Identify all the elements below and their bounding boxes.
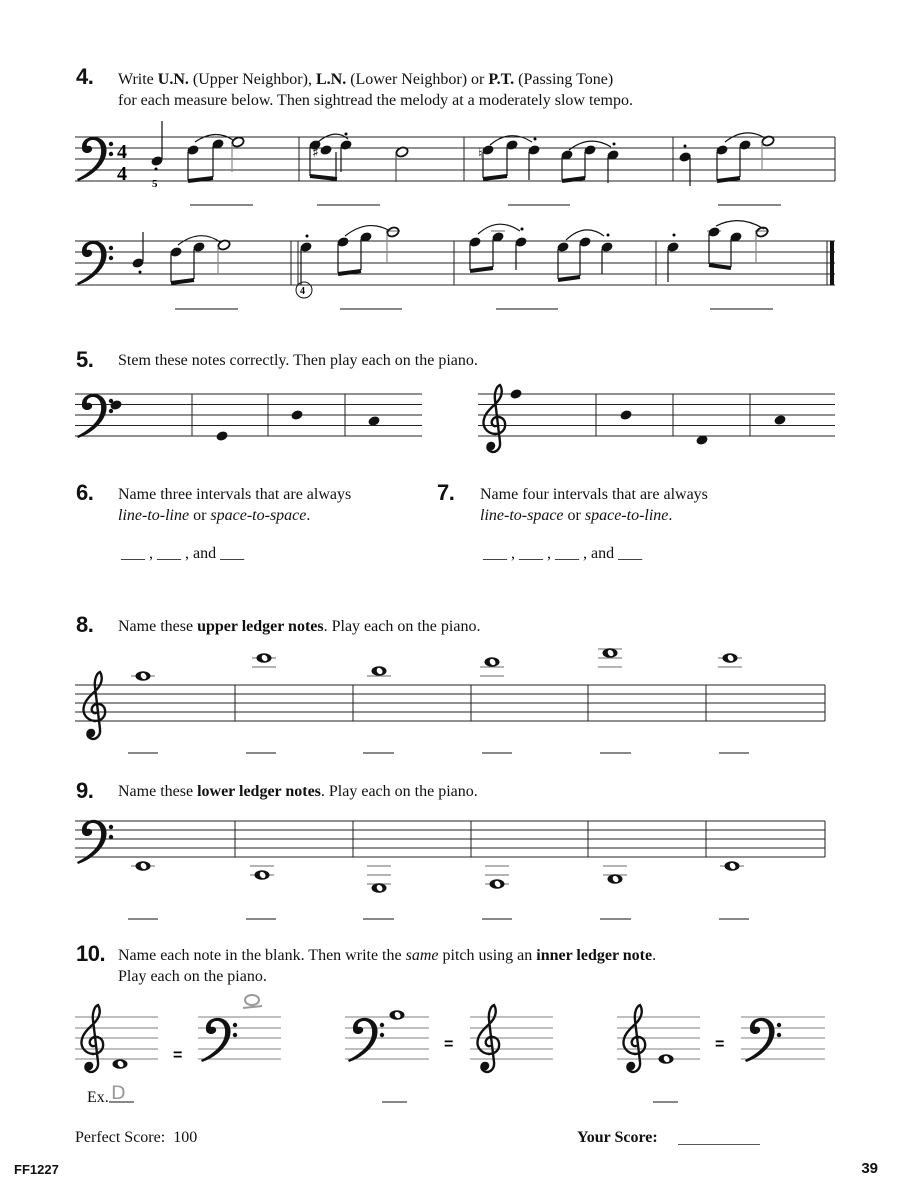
ex8-treble-staff bbox=[75, 685, 825, 721]
exercise-5-number: 5. bbox=[76, 347, 94, 372]
ex5-treble-staff bbox=[478, 394, 835, 436]
exercise-6-number: 6. bbox=[76, 480, 94, 505]
svg-text:♯: ♯ bbox=[312, 145, 319, 161]
exercise-9-number: 9. bbox=[76, 778, 94, 803]
exercise-10-instructions: Name each note in the blank. Then write the same pitch using an inner ledger note. Play each on the piano. bbox=[118, 947, 657, 985]
exercise-7-answer-blanks[interactable]: ___ , ___ , ___ , and ___ bbox=[483, 545, 643, 562]
ex9-bass-staff bbox=[75, 821, 825, 857]
exercise-9-instructions: Name these lower ledger notes. Play each on the piano. bbox=[118, 783, 478, 800]
exercise-6-instructions: Name three intervals that are always line-to-line or space-to-space. bbox=[118, 486, 352, 524]
exercise-4-number: 4. bbox=[76, 64, 94, 89]
time-sig-top: 4 bbox=[117, 141, 127, 163]
example-answer-note bbox=[245, 995, 259, 1005]
your-score-label: Your Score: bbox=[577, 1129, 658, 1146]
ex8-ledger-lines bbox=[131, 649, 742, 676]
equals-sign-2: = bbox=[444, 1036, 454, 1053]
fingering-5: 5 bbox=[152, 178, 158, 190]
equals-sign-1: = bbox=[173, 1047, 183, 1064]
perfect-score: Perfect Score: 100 bbox=[75, 1129, 198, 1146]
exercise-7-number: 7. bbox=[437, 480, 455, 505]
ex5-bass-staff bbox=[75, 394, 422, 436]
exercise-5-instructions: Stem these notes correctly. Then play each on the piano. bbox=[118, 352, 478, 369]
exercise-7-instructions: Name four intervals that are always line-to-space or space-to-line. bbox=[480, 486, 708, 524]
fingering-circled-4: 4 bbox=[300, 286, 305, 297]
example-answer-letter: D bbox=[111, 1082, 126, 1104]
exercise-8-number: 8. bbox=[76, 612, 94, 637]
ex4-staff-row-1 bbox=[75, 137, 835, 181]
example-label: Ex. bbox=[87, 1089, 109, 1106]
svg-text:♮: ♮ bbox=[478, 147, 483, 162]
book-code: FF1227 bbox=[14, 1162, 59, 1177]
exercise-6-answer-blanks[interactable]: ___ , ___ , and ___ bbox=[121, 545, 245, 562]
ex9-ledger-lines bbox=[131, 866, 744, 884]
page-number: 39 bbox=[861, 1160, 878, 1177]
exercise-4-instructions: Write U.N. (Upper Neighbor), L.N. (Lower Neighbor) or P.T. (Passing Tone) for each measure below. Then sightread the melody at a moderately slow tempo. bbox=[118, 71, 633, 109]
exercise-10-number: 10. bbox=[76, 941, 106, 966]
ex4-staff-row-2 bbox=[75, 241, 835, 285]
exercise-8-instructions: Name these upper ledger notes. Play each on the piano. bbox=[118, 618, 481, 635]
equals-sign-3: = bbox=[715, 1036, 725, 1053]
time-sig-bottom: 4 bbox=[117, 163, 127, 185]
